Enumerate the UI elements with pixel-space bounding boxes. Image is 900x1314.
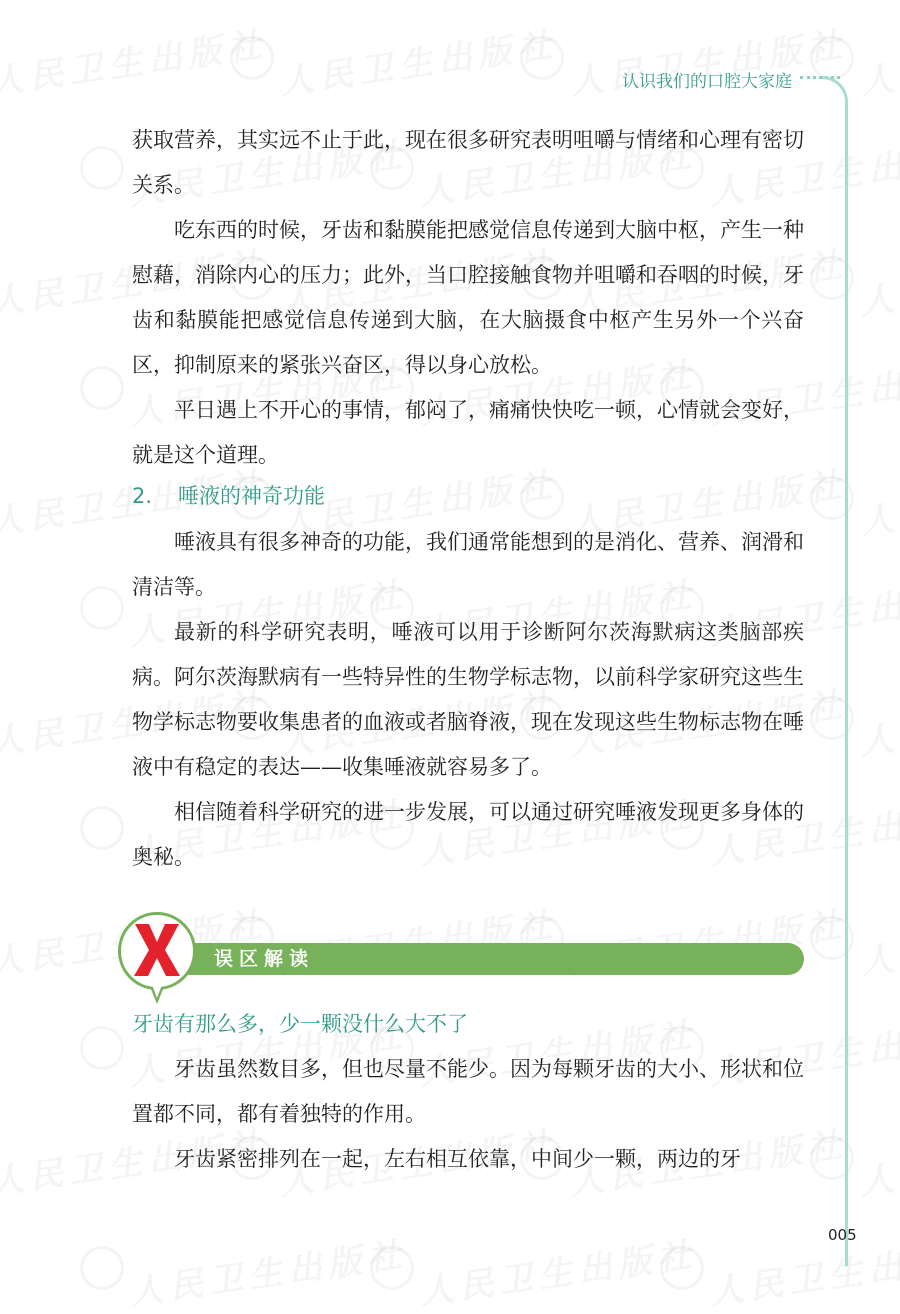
- watermark-text: [856, 457, 900, 544]
- watermark-text: [126, 1227, 410, 1314]
- watermark-seal: [660, 1246, 704, 1290]
- paragraph-chewing: 吃东西的时候，牙齿和黏膜能把感觉信息传递到大脑中枢，产生一种慰藉，消除内心的压力；此外，当口腔接触食物并咀嚼和吞咽的时候，牙齿和黏膜能把感觉信息传递到大脑，在大脑摄食中枢产生另外一个兴奋区，抑制原来的紧张兴奋区，得以身心放松。: [132, 218, 804, 377]
- section-title: 唾液的神奇功能: [178, 484, 325, 508]
- paragraph-saliva-research: 最新的科学研究表明，唾液可以用于诊断阿尔茨海默病这类脑部疾病。阿尔茨海默病有一些特异性的生物学标志物，以前科学家研究这些生物学标志物要收集患者的血液或者脑脊液，现在发现这些生物标志物在唾液中有稳定的表达——收集唾液就容易多了。: [132, 620, 804, 779]
- paragraph-everyday: 平日遇上不开心的事情，郁闷了，痛痛快快吃一顿，心情就会变好，就是这个道理。: [132, 398, 804, 467]
- paragraph-misconception-2: 牙齿紧密排列在一起，左右相互依靠，中间少一颗，两边的牙: [174, 1147, 741, 1171]
- watermark-seal: [80, 806, 124, 850]
- paragraph-saliva-future: 相信随着科学研究的进一步发展，可以通过研究唾液发现更多身体的奥秘。: [132, 800, 804, 869]
- section-heading: [132, 480, 325, 510]
- watermark-seal: [80, 146, 124, 190]
- header-title: 认识我们的口腔大家庭: [622, 72, 792, 92]
- watermark-seal: [80, 366, 124, 410]
- banner-label: 误区解读: [214, 948, 315, 970]
- page-side-rule: [822, 76, 848, 1266]
- watermark-text: [856, 677, 900, 764]
- watermark-seal: [80, 1246, 124, 1290]
- watermark-text: [416, 1227, 700, 1314]
- paragraph-intro: 获取营养，其实远不止于此，现在很多研究表明咀嚼与情绪和心理有密切关系。: [132, 128, 804, 197]
- misconception-heading: 牙齿有那么多，少一颗没什么大不了: [132, 1012, 468, 1036]
- watermark-seal: [370, 1246, 414, 1290]
- watermark-seal: [80, 1026, 124, 1070]
- running-header: [0, 0, 900, 110]
- watermark-seal: [520, 476, 564, 520]
- page-number: 005: [828, 1226, 857, 1244]
- section-number: 2.: [132, 484, 153, 508]
- watermark-seal: [80, 586, 124, 630]
- badge-tail-inner: [151, 982, 163, 998]
- x-mark-icon: [131, 920, 183, 980]
- paragraph-saliva-functions: 唾液具有很多神奇的功能，我们通常能想到的是消化、营养、润滑和清洁等。: [132, 530, 804, 599]
- watermark-text: [856, 237, 900, 324]
- misconception-banner: [118, 912, 804, 1012]
- watermark-text: [706, 1227, 900, 1314]
- paragraph-misconception-1: 牙齿虽然数目多，但也尽量不能少。因为每颗牙齿的大小、形状和位置都不同，都有着独特的作用。: [132, 1057, 804, 1126]
- watermark-text: [856, 1117, 900, 1204]
- watermark-text: [856, 897, 900, 984]
